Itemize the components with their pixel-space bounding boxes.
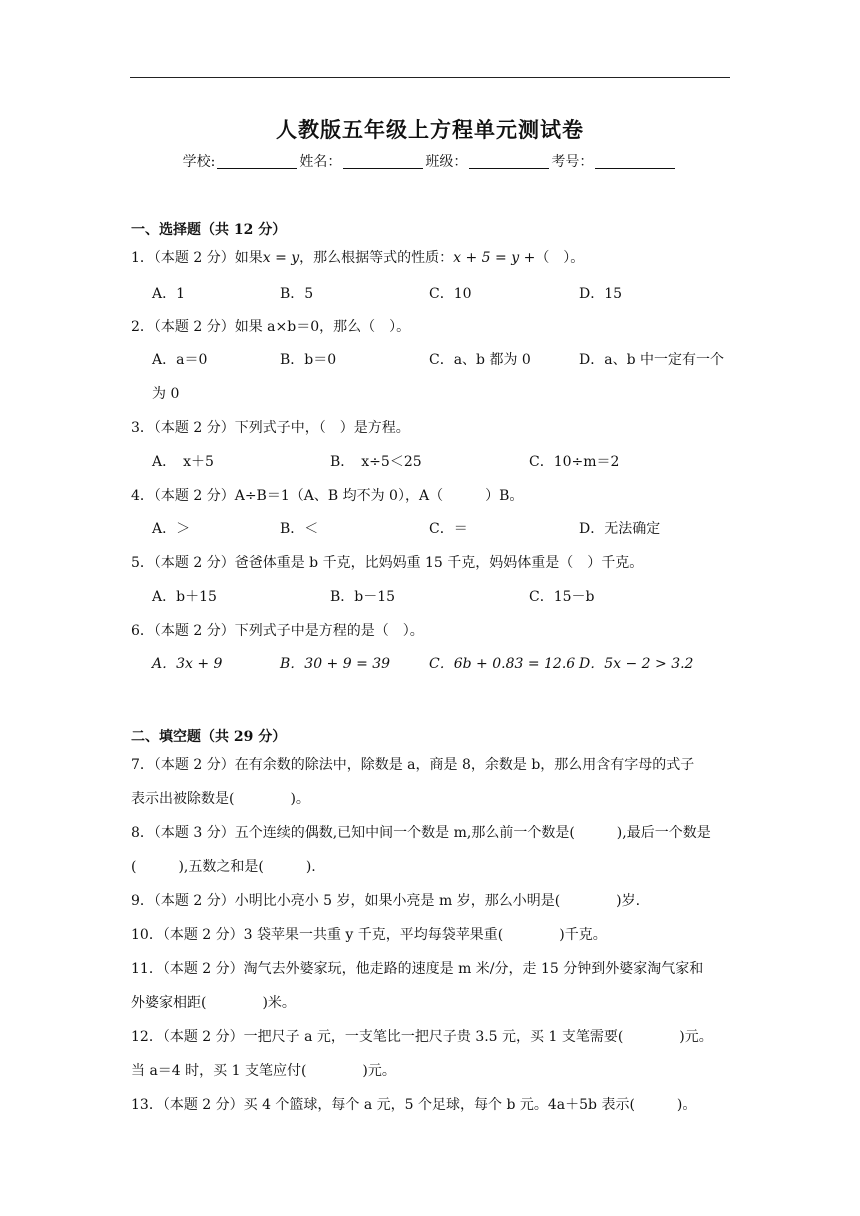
option-d[interactable]: D．5x − 2 > 3.2 <box>579 656 694 672</box>
option-b[interactable]: B． x÷5＜25 <box>330 454 422 470</box>
question-3: 3．（本题 2 分）下列式子中，（ ）是方程。 <box>131 420 410 436</box>
field-class-label: 班级： <box>425 154 468 170</box>
field-name-label: 姓名： <box>299 154 342 170</box>
question-4: 4．（本题 2 分）A÷B＝1（A、B 均不为 0），A（ ）B。 <box>131 488 524 504</box>
header-rule <box>130 77 730 78</box>
question-1-math-a: x = y <box>262 250 300 266</box>
option-c[interactable]: C．6b + 0.83 = 12.6 <box>429 656 576 672</box>
question-1-text: 1．（本题 2 分）如果 <box>131 250 263 266</box>
question-1-text-c: （ ）。 <box>535 250 585 266</box>
question-9: 9．（本题 2 分）小明比小亮小 5 岁，如果小亮是 m 岁，那么小明是( )岁. <box>131 893 641 909</box>
option-a[interactable]: A．1 <box>152 286 186 302</box>
question-8-line-1: 8．（本题 3 分）五个连续的偶数,已知中间一个数是 m,那么前一个数是( ),最后一个数是 <box>131 825 711 841</box>
question-8-line-2: ( ),五数之和是( ). <box>131 859 316 875</box>
question-7-line-1: 7．（本题 2 分）在有余数的除法中，除数是 a，商是 8，余数是 b，那么用含有字母的式子 <box>131 757 695 773</box>
question-6-options <box>152 653 752 673</box>
school-blank[interactable] <box>217 154 297 169</box>
option-b[interactable]: B．30 + 9 = 39 <box>280 656 391 672</box>
question-11-line-1: 11．（本题 2 分）淘气去外婆家玩，他走路的速度是 m 米/分，走 15 分钟到外婆家淘气家和 <box>131 961 704 977</box>
question-1-text-b: ，那么根据等式的性质： <box>299 250 454 266</box>
question-12-line-1: 12．（本题 2 分）一把尺子 a 元，一支笔比一把尺子贵 3.5 元，买 1 支笔需要( )元。 <box>131 1029 713 1045</box>
question-5: 5．（本题 2 分）爸爸体重是 b 千克，比妈妈重 15 千克，妈妈体重是（ ）千克。 <box>131 555 644 571</box>
option-a[interactable]: A．3x + 9 <box>152 656 223 672</box>
option-b[interactable]: B．＜ <box>280 521 319 537</box>
option-c[interactable]: C．＝ <box>429 521 468 537</box>
option-b[interactable]: B．5 <box>280 286 314 302</box>
option-b[interactable]: B．b－15 <box>330 589 396 605</box>
field-exam-number-label: 考号： <box>551 154 594 170</box>
page-title: 人教版五年级上方程单元测试卷 <box>276 117 584 142</box>
field-school-label: 学校: <box>182 154 216 170</box>
question-2-option-d-wrap <box>152 383 752 403</box>
name-blank[interactable] <box>343 154 423 169</box>
option-c[interactable]: C．15－b <box>529 589 595 605</box>
question-6: 6．（本题 2 分）下列式子中是方程的是（ ）。 <box>131 623 424 639</box>
option-c[interactable]: C．10÷m＝2 <box>529 454 620 470</box>
section-title-choice: 一、选择题（共 12 分） <box>131 222 287 238</box>
question-2: 2．（本题 2 分）如果 a×b＝0，那么（ ）。 <box>131 319 411 335</box>
option-d[interactable]: D．a、b 中一定有一个 <box>579 352 724 368</box>
option-d[interactable]: D．无法确定 <box>579 521 661 537</box>
question-13: 13．（本题 2 分）买 4 个篮球，每个 a 元，5 个足球，每个 b 元。4a＋5b 表示( )。 <box>131 1097 697 1113</box>
section-title-fill-blank: 二、填空题（共 29 分） <box>131 729 287 745</box>
question-4-options <box>152 518 752 538</box>
option-a[interactable]: A． x＋5 <box>152 454 214 470</box>
student-info <box>0 151 860 171</box>
option-c[interactable]: C．a、b 都为 0 <box>429 352 531 368</box>
option-c[interactable]: C．10 <box>429 286 472 302</box>
option-a[interactable]: A．b＋15 <box>152 589 217 605</box>
option-a[interactable]: A．＞ <box>152 521 191 537</box>
exam-number-blank[interactable] <box>595 154 675 169</box>
question-12-line-2: 当 a＝4 时，买 1 支笔应付( )元。 <box>131 1063 396 1079</box>
question-1-options <box>152 283 752 303</box>
option-a[interactable]: A．a＝0 <box>152 352 208 368</box>
class-blank[interactable] <box>469 154 549 169</box>
question-1-math-b: x + 5 = y + <box>453 250 536 266</box>
question-10: 10．（本题 2 分）3 袋苹果一共重 y 千克，平均每袋苹果重( )千克。 <box>131 927 607 943</box>
option-d[interactable]: D．15 <box>579 286 623 302</box>
option-b[interactable]: B．b＝0 <box>280 352 337 368</box>
option-d-continued: 为 0 <box>152 386 180 402</box>
question-5-options <box>152 586 752 606</box>
question-2-options <box>152 349 752 369</box>
question-1 <box>131 247 584 267</box>
question-7-line-2: 表示出被除数是( )。 <box>131 791 310 807</box>
question-3-options <box>152 451 752 471</box>
question-11-line-2: 外婆家相距( )米。 <box>131 995 296 1011</box>
